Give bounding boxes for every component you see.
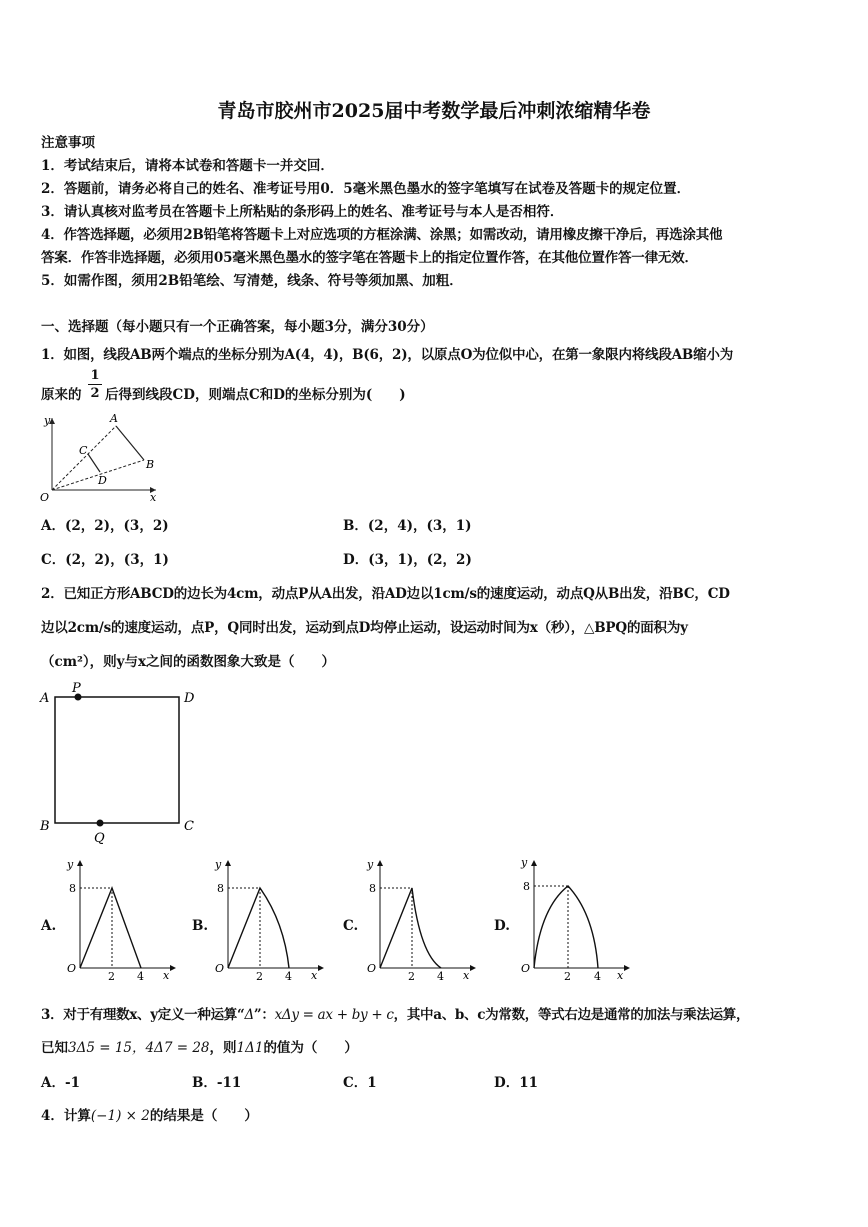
label-d: D <box>184 691 195 706</box>
label-q: Q <box>94 831 105 846</box>
svg-text:O: O <box>215 962 225 975</box>
label-a: A <box>110 412 118 425</box>
fraction-numerator: 1 <box>90 368 100 383</box>
label-o: O <box>40 491 50 502</box>
q3-conditions: 3Δ5 = 15，4Δ7 = 28 <box>68 1040 210 1056</box>
q3-option-b: B．-11 <box>192 1075 242 1091</box>
label-c: C <box>79 444 88 457</box>
q3-text-pre: 3．对于有理数x、y定义一种运算“ <box>41 1007 245 1023</box>
svg-text:4: 4 <box>594 970 601 983</box>
option-b: B．(2，4)，(3，1) <box>343 518 472 534</box>
graph-option-c-label: C. <box>343 918 359 934</box>
notice-item: 答案．作答非选择题，必须用05毫米黑色墨水的签字笔在答题卡上的指定位置作答，在其他位置作答一律无效． <box>41 250 698 266</box>
question-2-line1: 2．已知正方形ABCD的边长为4cm，动点P从A出发，沿AD边以1cm/s的速度运动，动点Q从B出发，沿BC，CD <box>41 586 730 602</box>
svg-text:y: y <box>367 858 374 871</box>
label-x: x <box>150 491 157 502</box>
q3-ask-expr: 1Δ1 <box>236 1040 264 1056</box>
svg-text:8: 8 <box>69 882 76 895</box>
svg-text:y: y <box>521 856 528 869</box>
svg-text:2: 2 <box>256 970 263 983</box>
svg-text:2: 2 <box>108 970 115 983</box>
label-c: C <box>184 819 194 834</box>
q3-known-pre: 已知 <box>41 1040 68 1056</box>
page-title: 青岛市胶州市2025届中考数学最后冲刺浓缩精华卷 <box>217 100 651 122</box>
question-2-line2: 边以2cm/s的速度运动，点P，Q同时出发，运动到点D均停止运动，设运动时间为x（秒），△BPQ的面积为y <box>41 620 688 636</box>
notice-item: 1．考试结束后，请将本试卷和答题卡一并交回． <box>41 158 334 174</box>
notice-item: 5．如需作图，须用2B铅笔绘、写清楚，线条、符号等须加黑、加粗． <box>41 273 463 289</box>
q3-text-post: ，其中a、b、c为常数，等式右边是通常的加法与乘法运算， <box>393 1007 750 1023</box>
svg-text:2: 2 <box>564 970 571 983</box>
q3-option-a: A．-1 <box>41 1075 80 1091</box>
segment-cd <box>88 454 100 472</box>
graph-curve <box>80 888 141 968</box>
question-4 <box>41 1104 258 1124</box>
notice-item: 2．答题前，请务必将自己的姓名、准考证号用0．5毫米黑色墨水的签字笔填写在试卷及答题卡的规定位置． <box>41 181 691 197</box>
svg-text:x: x <box>463 969 470 982</box>
q3-operator: Δ <box>244 1007 254 1023</box>
point-q <box>97 820 104 827</box>
q4-text-pre: 4．计算 <box>41 1108 91 1124</box>
graph-curve <box>228 888 289 968</box>
graph-option-a <box>62 852 182 984</box>
svg-text:y: y <box>67 858 74 871</box>
svg-text:O: O <box>521 962 531 975</box>
question-2-line3: （cm²），则y与x之间的函数图象大致是（ ） <box>41 654 336 670</box>
question-3-line1 <box>41 1003 749 1023</box>
q3-known-post: 的值为（ ） <box>263 1040 358 1056</box>
svg-text:x: x <box>311 969 318 982</box>
notice-heading: 注意事项 <box>41 135 95 151</box>
label-a: A <box>40 691 50 706</box>
segment-ab <box>116 426 144 460</box>
graph-curve <box>380 888 441 968</box>
graph-option-b <box>210 852 330 984</box>
fraction-one-half <box>88 368 102 401</box>
svg-text:O: O <box>367 962 377 975</box>
svg-text:8: 8 <box>217 882 224 895</box>
option-a: A．(2，2)，(3，2) <box>41 518 169 534</box>
section-heading: 一、选择题（每小题只有一个正确答案，每小题3分，满分30分） <box>41 319 434 335</box>
square-abcd <box>55 697 179 823</box>
svg-text:4: 4 <box>285 970 292 983</box>
option-c: C．(2，2)，(3，1) <box>41 552 169 568</box>
svg-text:x: x <box>617 969 624 982</box>
question-1-figure <box>36 410 164 502</box>
q3-text-mid: ”： <box>253 1007 275 1023</box>
notice-item: 4．作答选择题，必须用2B铅笔将答题卡上对应选项的方框涂满、涂黑；如需改动，请用橡皮擦干净后，再选涂其他 <box>41 227 723 243</box>
svg-text:O: O <box>67 962 77 975</box>
notice-item: 3．请认真核对监考员在答题卡上所粘贴的条形码上的姓名、准考证号与本人是否相符． <box>41 204 564 220</box>
label-y: y <box>44 414 51 427</box>
svg-text:y: y <box>215 858 222 871</box>
q3-definition: xΔy = ax + by + c <box>274 1007 394 1023</box>
svg-text:x: x <box>163 969 170 982</box>
q4-text-post: 的结果是（ ） <box>149 1108 258 1124</box>
q3-option-c: C．1 <box>343 1075 377 1091</box>
svg-text:2: 2 <box>408 970 415 983</box>
graph-option-c <box>362 852 482 984</box>
label-p: P <box>72 681 81 696</box>
q3-known-mid: ，则 <box>209 1040 237 1056</box>
svg-text:8: 8 <box>523 880 530 893</box>
graph-option-b-label: B. <box>192 918 209 934</box>
label-d: D <box>98 474 107 487</box>
question-1-line2-pre: 原来的 <box>41 387 82 403</box>
graph-option-d-label: D. <box>494 918 510 934</box>
label-b: B <box>40 819 50 834</box>
question-1-line2-post: 后得到线段CD，则端点C和D的坐标分别为( ) <box>105 387 406 403</box>
question-2-square-figure <box>36 680 204 848</box>
graph-option-d <box>514 852 636 984</box>
fraction-denominator: 2 <box>90 386 100 401</box>
q3-option-d: D．11 <box>494 1075 538 1091</box>
graph-curve <box>534 886 598 968</box>
label-b: B <box>146 458 155 471</box>
question-1-line1: 1．如图，线段AB两个端点的坐标分别为A(4，4)，B(6，2)，以原点O为位似中心，在第一象限内将线段AB缩小为 <box>41 347 734 363</box>
option-d: D．(3，1)，(2，2) <box>343 552 472 568</box>
question-3-line2 <box>41 1036 358 1056</box>
svg-text:4: 4 <box>137 970 144 983</box>
q4-expression: (−1) × 2 <box>90 1108 150 1124</box>
svg-text:4: 4 <box>437 970 444 983</box>
graph-option-a-label: A. <box>41 918 57 934</box>
svg-text:8: 8 <box>369 882 376 895</box>
